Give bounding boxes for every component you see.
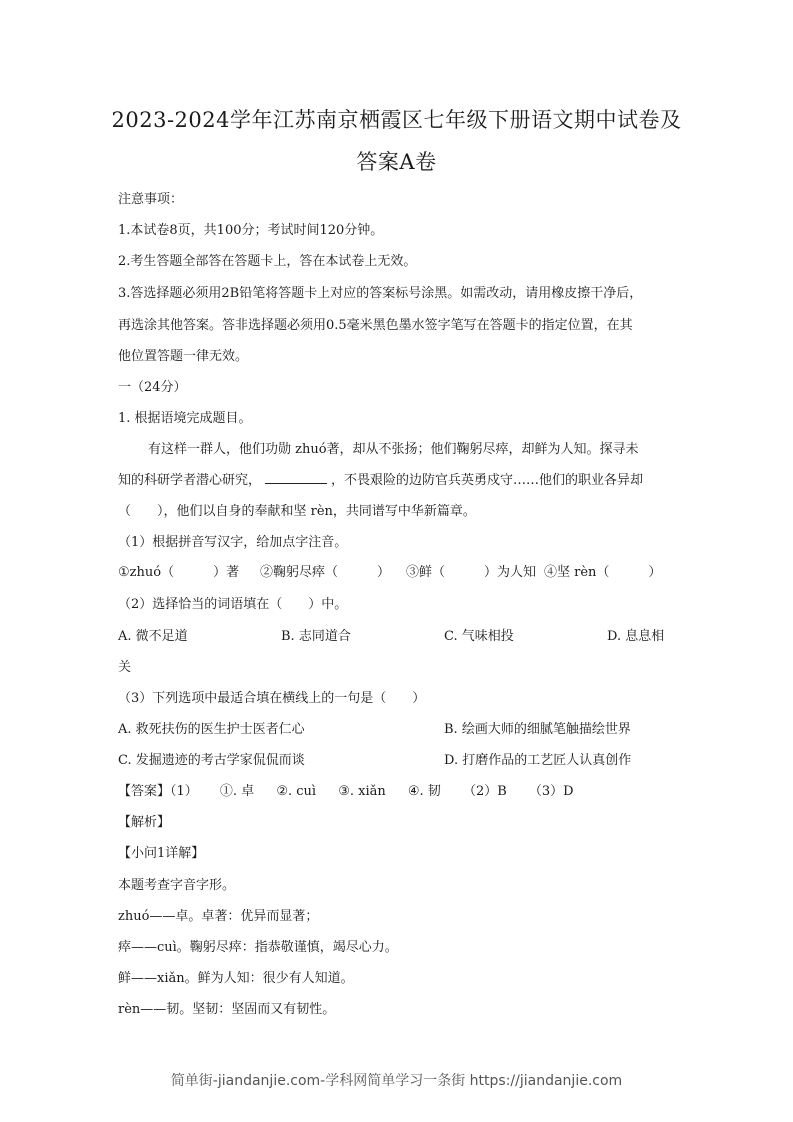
sub-question-1-prompt: （1）根据拼音写汉字，给加点字注音。: [118, 535, 348, 550]
analysis-line: 鲜——xiǎn。鲜为人知：很少有人知道。: [118, 971, 354, 986]
pinyin-item: ③鲜（ ）为人知: [406, 565, 537, 580]
sub-question-2-prompt: （2）选择恰当的词语填在（ ）中。: [118, 597, 348, 612]
analysis-sub-label: 【小问1详解】: [118, 846, 205, 861]
question-prompt: 1. 根据语境完成题目。: [118, 411, 252, 426]
note-item: 再选涂其他答案。答非选择题必须用0.5毫米黑色墨水签字笔写在答题卡的指定位置，在其: [118, 318, 633, 333]
passage-text: ，不畏艰险的边防官兵英勇戍守……他们的职业各异却: [331, 473, 644, 488]
choice-option: A. 救死扶伤的医生护士医者仁心: [118, 722, 305, 737]
fill-blank: [265, 471, 327, 484]
choice-option: B. 志同道合: [281, 629, 351, 644]
choice-option-wrap: 关: [118, 660, 132, 675]
choice-option: C. 气味相投: [444, 629, 514, 644]
answer-part: （3）D: [528, 784, 574, 799]
analysis-line: 本题考查字音字形。: [118, 878, 236, 893]
analysis-line: 瘁——cuì。鞠躬尽瘁：指恭敬谨慎，竭尽心力。: [118, 940, 398, 955]
notes-heading: 注意事项：: [118, 192, 184, 207]
pinyin-item: ②鞠躬尽瘁（ ）: [260, 565, 391, 580]
note-item: 1.本试卷8页，共100分；考试时间120分钟。: [118, 223, 384, 238]
analysis-label: 【解析】: [118, 815, 171, 830]
sub-question-3-prompt: （3）下列选项中最适合填在横线上的一句是（ ）: [118, 691, 426, 706]
answer-part: ②. cuì: [276, 784, 317, 799]
document-title-line1: 2023-2024学年江苏南京栖霞区七年级下册语文期中试卷及: [111, 108, 682, 132]
note-item: 2.考生答题全部答在答题卡上，答在本试卷上无效。: [118, 254, 417, 269]
document-title-line2: 答案A卷: [356, 150, 437, 174]
analysis-line: rèn——韧。坚韧：坚固而又有韧性。: [118, 1002, 336, 1017]
footer-watermark: 简单街-jiandanjie.com-学科网简单学习一条街 https://jiandanjie.com: [170, 1073, 623, 1089]
passage-text: 知的科研学者潜心研究，: [118, 473, 262, 488]
passage-line: （ ），他们以自身的奉献和坚 rèn，共同谱写中华新篇章。: [118, 504, 476, 519]
answer-part: ④. 韧: [407, 784, 441, 799]
passage-line: 有这样一群人，他们功勋 zhuó著，却从不张扬；他们鞠躬尽瘁，却鲜为人知。探寻未: [148, 442, 639, 457]
passage-line: [118, 469, 643, 488]
pinyin-item: ④坚 rèn（ ）: [544, 565, 662, 580]
choice-option: A. 微不足道: [118, 629, 188, 644]
answer-label: 【答案】（1）: [118, 784, 198, 799]
section-heading: 一（24分）: [118, 380, 187, 395]
answer-part: ①. 卓: [219, 784, 255, 799]
note-item: 3.答选择题必须用2B铅笔将答题卡上对应的答案标号涂黑。如需改动，请用橡皮擦干净后，: [118, 286, 643, 301]
answer-line: [118, 780, 592, 799]
answer-part: ③. xiǎn: [338, 784, 386, 799]
choice-option: B. 绘画大师的细腻笔触描绘世界: [444, 722, 631, 737]
pinyin-item: ①zhuó（ ）著: [118, 565, 240, 580]
choice-option: D. 打磨作品的工艺匠人认真创作: [444, 753, 632, 768]
note-item: 他位置答题一律无效。: [118, 349, 249, 364]
choice-option: D. 息息相: [607, 629, 665, 644]
answer-part: （2）B: [462, 784, 507, 799]
choice-option: C. 发掘遗迹的考古学家侃侃而谈: [118, 753, 305, 768]
analysis-line: zhuó——卓。卓著：优异而显著；: [118, 909, 319, 924]
